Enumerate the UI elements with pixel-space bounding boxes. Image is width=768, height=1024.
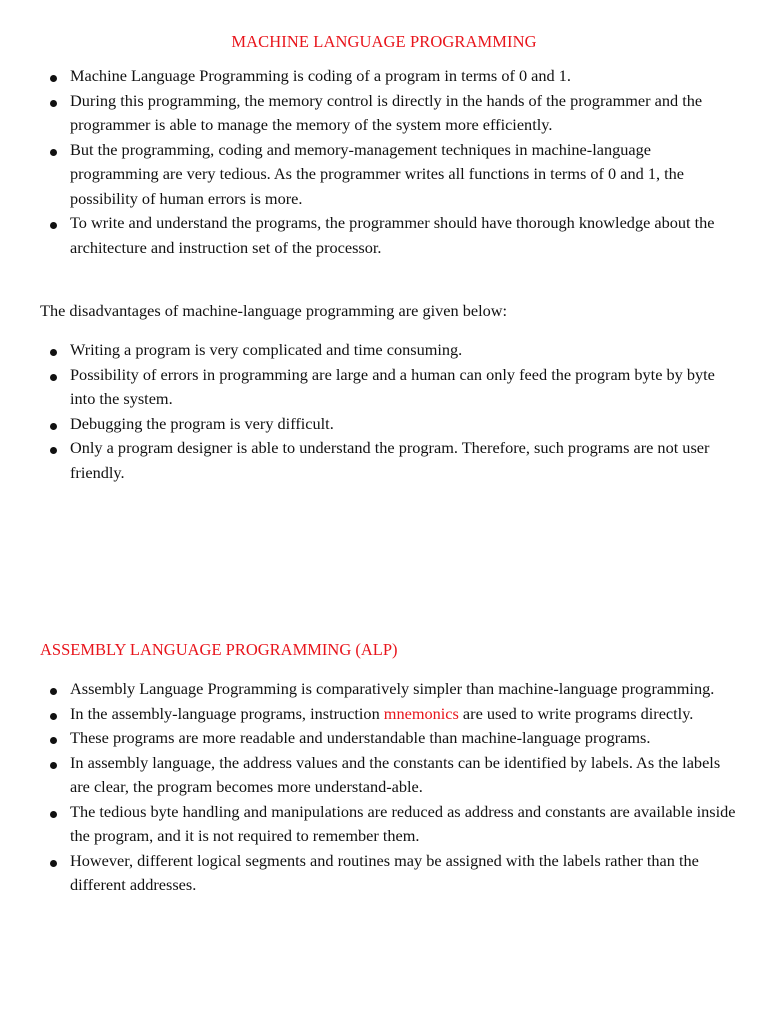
list-item bbox=[40, 412, 740, 437]
bullet-icon bbox=[50, 423, 57, 430]
bullet-icon bbox=[50, 349, 57, 356]
list-item bbox=[40, 363, 740, 412]
list-item bbox=[40, 211, 740, 260]
bullet-icon bbox=[50, 149, 57, 156]
bullet-icon bbox=[50, 100, 57, 107]
list-item bbox=[40, 726, 740, 751]
disadvantages-section bbox=[40, 299, 740, 324]
list-item bbox=[40, 64, 740, 89]
section-heading: ASSEMBLY LANGUAGE PROGRAMMING (ALP) bbox=[40, 640, 398, 659]
list-item-text: But the programming, coding and memory-management techniques in machine-language programming are very tedious. As the programmer writes all functions in terms of 0 and 1, the possibility of human errors is more. bbox=[70, 139, 685, 208]
list-item-text: Possibility of errors in programming are large and a human can only feed the program byte by byte into the system. bbox=[70, 364, 715, 408]
list-item bbox=[40, 436, 740, 485]
disadvantages-intro: The disadvantages of machine-language programming are given below: bbox=[40, 301, 508, 320]
list-item bbox=[40, 702, 740, 727]
bullet-icon bbox=[50, 713, 57, 720]
machine-language-list bbox=[40, 64, 740, 260]
bullet-icon bbox=[50, 374, 57, 381]
bullet-icon bbox=[50, 762, 57, 769]
list-item-text: Assembly Language Programming is comparatively simpler than machine-language programming. bbox=[70, 679, 715, 698]
bullet-icon bbox=[50, 688, 57, 695]
disadvantages-list bbox=[40, 338, 740, 485]
list-item-text: To write and understand the programs, the programmer should have thorough knowledge about the architecture and instruction set of the processor. bbox=[70, 213, 715, 257]
alp-section bbox=[40, 677, 740, 898]
bullet-icon bbox=[50, 222, 57, 229]
alp-list bbox=[40, 677, 740, 898]
list-item bbox=[40, 89, 740, 138]
list-item bbox=[40, 800, 740, 849]
mnemonics-link[interactable]: mnemonics bbox=[383, 703, 459, 723]
bullet-icon bbox=[50, 811, 57, 818]
bullet-icon bbox=[50, 75, 57, 82]
list-item-text: Only a program designer is able to understand the program. Therefore, such programs are not user friendly. bbox=[70, 438, 710, 482]
list-item-text: In assembly language, the address values and the constants can be identified by labels. As the labels are clear, the program becomes more understand-able. bbox=[70, 752, 721, 796]
list-item-text: In the assembly-language programs, instruction bbox=[70, 703, 384, 723]
machine-language-section bbox=[40, 64, 740, 260]
alp-heading-section bbox=[40, 638, 740, 662]
list-item bbox=[40, 138, 740, 212]
list-item-text: Machine Language Programming is coding of a program in terms of 0 and 1. bbox=[70, 66, 571, 85]
list-item-text: The tedious byte handling and manipulations are reduced as address and constants are available inside the program, and it is not required to remember them. bbox=[70, 801, 736, 845]
bullet-icon bbox=[50, 860, 57, 867]
disadvantages-list-section bbox=[40, 338, 740, 485]
list-item-text: are used to write programs directly. bbox=[458, 703, 694, 723]
list-item-text: These programs are more readable and understandable than machine-language programs. bbox=[70, 728, 651, 747]
list-item-text: Debugging the program is very difficult. bbox=[70, 413, 334, 433]
list-item bbox=[40, 338, 740, 363]
bullet-icon bbox=[50, 737, 57, 744]
bullet-icon bbox=[50, 447, 57, 454]
list-item-text: During this programming, the memory control is directly in the hands of the programmer and the programmer is able to manage the memory of the system more efficiently. bbox=[70, 90, 703, 134]
page-title: MACHINE LANGUAGE PROGRAMMING bbox=[231, 32, 537, 51]
list-item-text: Writing a program is very complicated and time consuming. bbox=[70, 340, 463, 359]
list-item bbox=[40, 677, 740, 702]
list-item bbox=[40, 751, 740, 800]
list-item-text: However, different logical segments and routines may be assigned with the labels rather than the different addresses. bbox=[70, 850, 699, 894]
list-item bbox=[40, 849, 740, 898]
